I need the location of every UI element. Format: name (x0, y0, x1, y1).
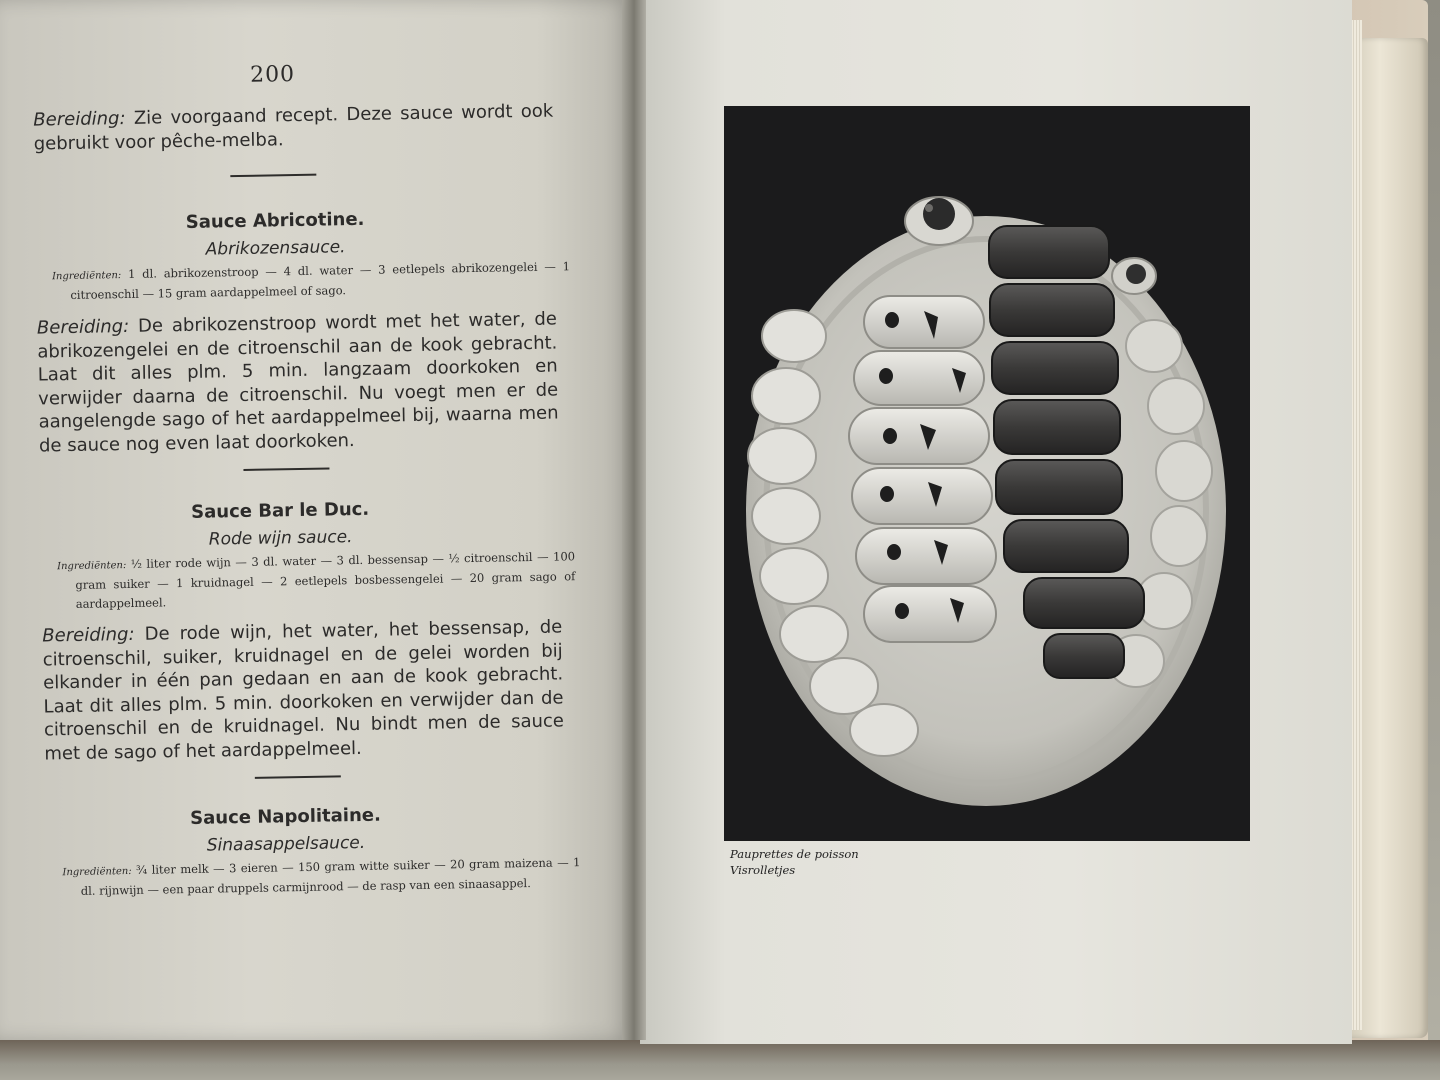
method-lead: Bereiding: (42, 623, 135, 647)
ingredients-label: Ingrediënten: (51, 270, 122, 283)
recipe-ingredients (52, 257, 571, 305)
recipe-title: Sauce Bar le Duc. (191, 498, 370, 523)
intro-lead: Bereiding: (33, 107, 126, 131)
recipe-subtitle: Abrikozensauce. (205, 237, 346, 260)
ingredients-label: Ingrediënten: (62, 865, 132, 879)
page-number: 200 (249, 62, 296, 88)
caption-line-2: Visrolletjes (730, 863, 796, 877)
recipe-subtitle: Sinaasappelsauce. (206, 832, 366, 856)
ingredients-text: ¾ liter melk — 3 eieren — 150 gram witte suiker — 20 gram maizena — 1 dl. rijnwijn — een paar druppels carmijnrood — de rasp van een sinaasappel. (80, 855, 581, 898)
photo-caption (730, 846, 859, 878)
recipe-ingredients (62, 853, 581, 901)
ingredients-label: Ingrediënten: (57, 560, 127, 573)
book-bottom-edge (0, 1040, 1440, 1080)
intro-paragraph (33, 100, 554, 156)
method-text: De rode wijn, het water, het bessensap, de citroenschil, suiker, kruidnagel en de gelei worden bij elkander in één pan gedaan en aan de kook gebracht. Laat dit alles plm. 5 min. doorkoken en verwijder dan de citroenschil en de kruidnagel. Nu bindt men de sauce met de sago of het aardappelmeel. (42, 616, 565, 764)
recipe-ingredients (57, 547, 576, 614)
left-page-text (0, 0, 641, 1045)
food-photo-illustration (724, 106, 1250, 841)
recipe-method (37, 307, 559, 457)
method-text: De abrikozenstroop wordt met het water, de abrikozengelei en de citroenschil aan de kook gebracht. Laat dit alles plm. 5 min. langzaam doorkoken en verwijder daarna de citroenschil. Nu voegt men er de aangelengde sago of het aardappelmeel bij, waarna men de sauce nog even laat doorkoken. (37, 308, 559, 457)
recipe-method (42, 615, 564, 765)
ingredients-text: 1 dl. abrikozenstroop — 4 dl. water — 3 eetlepels abrikozengelei — 1 citroenschil — 15 gram aardappelmeel of sago. (70, 259, 571, 302)
section-divider (255, 775, 341, 779)
caption-line-1: Pauprettes de poisson (730, 847, 859, 861)
section-divider (243, 467, 329, 471)
recipe-title: Sauce Napolitaine. (190, 804, 382, 829)
recipe-title: Sauce Abricotine. (185, 208, 365, 233)
intro-text: Zie voorgaand recept. Deze sauce wordt ook gebruikt voor pêche-melba. (33, 100, 554, 155)
method-lead: Bereiding: (36, 315, 130, 339)
food-photo (724, 106, 1250, 841)
ingredients-text: ½ liter rode wijn — 3 dl. water — 3 dl. bessensap — ½ citroenschil — 100 gram suiker — 1 kruidnagel — 2 eetlepels bosbessengelei — 20 gram sago of aardappelmeel. (75, 549, 576, 611)
recipe-subtitle: Rode wijn sauce. (208, 527, 353, 550)
section-divider (230, 174, 316, 178)
